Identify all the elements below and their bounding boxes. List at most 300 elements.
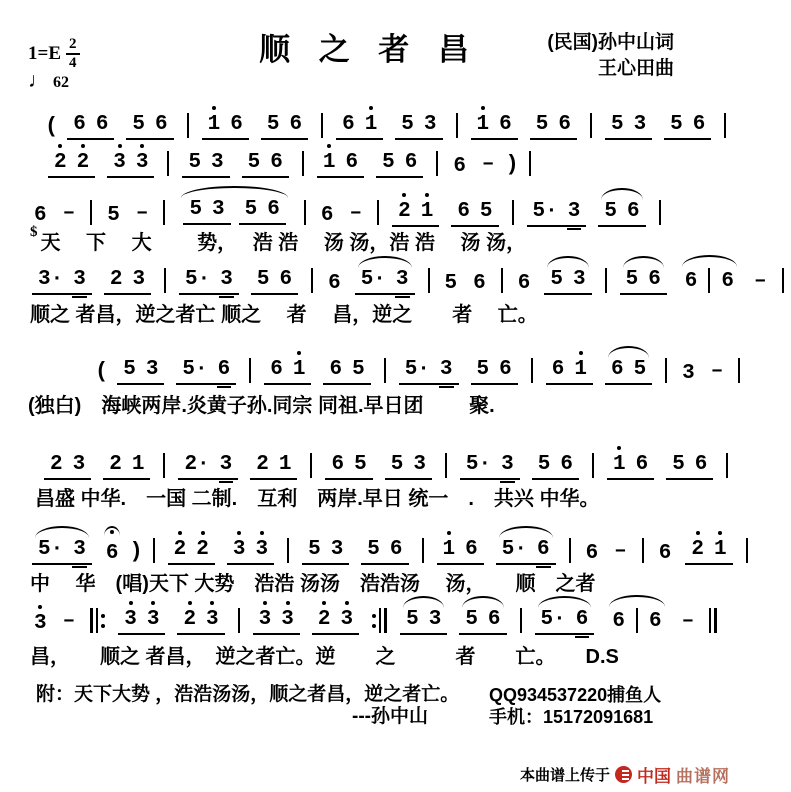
barline-stroke [714, 608, 717, 633]
beam-group [336, 114, 383, 140]
barline [436, 151, 438, 176]
lyric-line-5: 中 华 (唱)天下 大势 浩浩 汤汤 浩浩汤 汤， 顺 之者 [30, 573, 596, 595]
note: 3 [279, 609, 296, 631]
beam-group [606, 608, 667, 635]
repeat-dot [101, 614, 105, 618]
beam-group [178, 199, 290, 227]
barline-stroke [436, 151, 438, 176]
note: 6 [694, 453, 708, 476]
beam-group [527, 201, 587, 227]
barline-stroke [512, 200, 514, 225]
notation-line-7 [26, 529, 755, 565]
note: 6 [329, 358, 343, 381]
note: 3 [122, 609, 139, 631]
beam-group [460, 454, 520, 480]
slur-mark [608, 346, 649, 358]
note: 6 [558, 113, 571, 136]
note: 3 [204, 609, 221, 631]
barline [428, 268, 430, 293]
barline [456, 113, 458, 138]
beam-group [103, 454, 150, 480]
note: 6 [487, 608, 501, 631]
octave-dot-icon [345, 601, 349, 605]
note: 5· [540, 608, 566, 631]
note: 2 [194, 539, 211, 561]
beam-group [32, 269, 92, 295]
note: 3 [338, 609, 355, 631]
beam-group [323, 359, 370, 385]
fermata-icon [104, 526, 120, 536]
dash-mark: – [681, 610, 695, 633]
note: 5 [535, 113, 549, 136]
barline-stroke [287, 538, 289, 563]
barline-stroke [153, 538, 155, 563]
octave-dot-icon [81, 144, 85, 148]
beam-group [544, 269, 591, 295]
note: 5 [107, 204, 120, 227]
beam-group [376, 152, 423, 178]
note: 5 [670, 113, 683, 136]
note: 3 [111, 152, 128, 174]
note: 2· [184, 453, 210, 476]
slur-mark [181, 186, 287, 198]
notation-line-8 [26, 599, 724, 635]
note: 6 [230, 113, 243, 136]
note: 2 [109, 268, 123, 291]
tempo-value: 62 [53, 74, 69, 91]
note: 1 [611, 454, 628, 476]
site-logo-icon [615, 766, 632, 783]
barline-stroke [659, 200, 661, 225]
note: 6 [560, 453, 573, 476]
note: 6 [104, 543, 121, 565]
note: 3 [499, 454, 516, 476]
note: 5 [550, 268, 563, 291]
beam-group [664, 114, 711, 140]
beam-group [392, 201, 439, 227]
beam-group [598, 201, 645, 227]
note: 5 [367, 538, 380, 561]
barline [311, 268, 313, 293]
note: 5 [189, 198, 203, 221]
note: 5 [244, 198, 258, 221]
barline-stroke [238, 608, 240, 633]
site-brand [520, 762, 730, 787]
note: 5 [537, 453, 551, 476]
barline-stroke [163, 453, 165, 478]
barline [724, 113, 726, 138]
beam-group [168, 539, 215, 565]
time-signature-numerator: 2 [66, 36, 80, 55]
octave-dot-icon [237, 531, 241, 535]
dash-mark: – [62, 202, 76, 225]
note: 6 [610, 358, 624, 381]
beam-line [217, 386, 232, 388]
note: 5 [401, 113, 414, 136]
composer-credit: 王心田曲 [597, 57, 674, 79]
barline [738, 358, 740, 383]
beam-group [44, 454, 91, 480]
barline [569, 538, 571, 563]
octave-dot-icon [447, 531, 451, 535]
beam-group [400, 609, 447, 635]
barline [726, 453, 728, 478]
note: 3 [438, 359, 455, 381]
beam-group [546, 359, 593, 385]
note: 3 [257, 609, 274, 631]
barline-stroke [592, 453, 594, 478]
note: 5· [501, 538, 527, 561]
tempo-mark [28, 68, 69, 93]
note: 6 [658, 542, 672, 565]
barline-stroke [310, 453, 312, 478]
note: 3 [423, 113, 437, 136]
note: 3 [211, 151, 224, 174]
note: 5· [360, 268, 386, 291]
barline [187, 113, 189, 138]
octave-dot-icon [369, 106, 373, 110]
beam-group [535, 609, 595, 635]
note: 6 [626, 200, 640, 223]
lyric-line-4: 昌盛 中华. 一国 二制. 互利 两岸.早日 统一 . 共兴 中华。 [35, 488, 600, 510]
key-label: 1=E [28, 42, 61, 64]
beam-group [532, 454, 579, 480]
barline [642, 538, 644, 563]
note: 2 [75, 152, 92, 174]
score-text: ( [95, 359, 109, 384]
note: 1 [206, 114, 223, 136]
octave-dot-icon [58, 144, 62, 148]
lyric-text: 天 下 大 势， 浩 浩 汤 汤，浩 浩 汤 汤， [40, 232, 527, 254]
beam-group [117, 359, 164, 385]
page-title: 顺 之 者 昌 [259, 32, 479, 67]
note: 1 [278, 453, 292, 476]
note: 6 [95, 113, 109, 136]
barline [377, 200, 379, 225]
uploader-qq: QQ934537220捕鱼人 [489, 685, 662, 705]
beam-group [496, 539, 556, 565]
note: 5 [390, 453, 404, 476]
note: 2 [181, 609, 198, 631]
beam-line [567, 228, 582, 230]
octave-dot-icon [129, 601, 133, 605]
note: 6 [499, 358, 512, 381]
note: 5· [532, 200, 558, 223]
beam-group [471, 114, 518, 140]
beam-group [325, 454, 372, 480]
note: 5 [604, 200, 617, 223]
barline [512, 200, 514, 225]
beam-group [179, 269, 239, 295]
beam-group [250, 454, 297, 480]
note: 5 [266, 113, 280, 136]
beam-group [118, 609, 165, 635]
note: 5 [444, 272, 458, 295]
dash-mark: – [62, 610, 76, 633]
beam-group [385, 454, 432, 480]
credits-block [547, 30, 674, 81]
octave-dot-icon [425, 193, 429, 197]
note: 6 [635, 453, 649, 476]
note: 2 [396, 201, 413, 223]
barline [445, 453, 447, 478]
note: 1 [419, 201, 436, 223]
note: 6 [34, 204, 47, 227]
note: 6 [684, 270, 698, 293]
note: 3 [330, 538, 344, 561]
note: 3 [132, 268, 146, 291]
octave-dot-icon [402, 193, 406, 197]
note: 1 [131, 453, 145, 476]
notation-line-1 [42, 104, 733, 140]
quarter-note-icon: ♩ [28, 68, 49, 92]
note: 3 [413, 453, 426, 476]
octave-dot-icon [140, 144, 144, 148]
octave-dot-icon [178, 531, 182, 535]
note: 5 [354, 453, 367, 476]
note: 6 [342, 113, 355, 136]
note: 6 [648, 268, 661, 291]
note: 3 [72, 453, 86, 476]
barline [304, 200, 306, 225]
upload-note: 本曲谱上传于 [519, 767, 610, 784]
note: 6 [648, 610, 662, 633]
beam-group [471, 359, 518, 385]
barline [310, 453, 312, 478]
barline-stroke [163, 200, 165, 225]
barline-stroke [304, 200, 306, 225]
beam-group [605, 359, 652, 385]
barline [592, 453, 594, 478]
beam-group [620, 269, 667, 295]
barline-stroke [636, 608, 638, 633]
barline-stroke [90, 608, 93, 633]
score-text: ) [505, 152, 519, 177]
barline [167, 151, 169, 176]
dash-mark: – [349, 202, 363, 225]
barline-stroke [738, 358, 740, 383]
note: 3 [71, 539, 88, 561]
note: 6 [612, 610, 625, 633]
note: 6 [270, 151, 283, 174]
octave-dot-icon [297, 351, 301, 355]
barline-stroke [605, 268, 607, 293]
note: 3 [218, 454, 235, 476]
beam-group [126, 114, 173, 140]
barline-stroke [96, 608, 98, 633]
beam-group [605, 114, 652, 140]
barline-stroke [249, 358, 251, 383]
note: 3 [134, 152, 151, 174]
note: 6 [289, 113, 303, 136]
repeat-dot [372, 614, 376, 618]
note: 5 [247, 151, 261, 174]
barline-stroke [384, 358, 386, 383]
octave-dot-icon [201, 531, 205, 535]
note: 1 [291, 359, 308, 381]
barline [249, 358, 251, 383]
note: 3 [145, 609, 162, 631]
beam-group [48, 152, 95, 178]
note: 3 [71, 269, 88, 291]
slur-mark [682, 255, 737, 267]
note: 1 [363, 114, 380, 136]
barline [746, 538, 748, 563]
note: 3· [38, 268, 64, 291]
barline-stroke [187, 113, 189, 138]
note: 6 [535, 539, 552, 561]
octave-dot-icon [210, 601, 214, 605]
repeat-dots [101, 608, 105, 633]
beam-group [261, 114, 308, 140]
barline-stroke [520, 608, 522, 633]
time-signature-denominator: 4 [69, 54, 77, 71]
barline [590, 113, 592, 138]
note: 6 [585, 542, 599, 565]
octave-dot-icon [263, 601, 267, 605]
beam-group [361, 539, 408, 565]
slur-mark [609, 595, 664, 607]
note: 2 [172, 539, 189, 561]
beam-group [178, 454, 238, 480]
note: 5 [476, 358, 490, 381]
score-text: ( [45, 114, 59, 139]
barline [605, 268, 607, 293]
note: 5 [465, 608, 478, 631]
slur-mark [547, 256, 588, 268]
note: 1 [441, 539, 458, 561]
note: 1 [572, 359, 589, 381]
barline [302, 151, 304, 176]
barline [164, 268, 166, 293]
beam-group [177, 609, 224, 635]
note: 5· [465, 453, 492, 476]
barline-stroke [531, 358, 533, 383]
notation-line-2 [42, 142, 538, 178]
beam-group [104, 269, 151, 295]
note: 3 [32, 613, 49, 635]
footer-signature: ---孙中山 [352, 706, 428, 727]
note: 6 [216, 359, 233, 381]
beam-group [107, 152, 154, 178]
barline [422, 538, 424, 563]
repeat-dot [372, 624, 376, 628]
beam-group [227, 539, 274, 565]
note: 6 [499, 113, 512, 136]
barline-stroke [569, 538, 571, 563]
note: 6 [270, 358, 283, 381]
barline [636, 608, 638, 633]
barline [782, 268, 784, 293]
note: 3 [253, 539, 270, 561]
barline [659, 200, 661, 225]
lyric-line-1 [30, 226, 526, 255]
note: 2 [109, 453, 122, 476]
dash-mark: – [135, 202, 149, 225]
slur-mark [462, 596, 503, 608]
note: 5 [188, 151, 202, 174]
beam-group [253, 609, 300, 635]
barline-stroke [746, 538, 748, 563]
note: 2 [52, 152, 69, 174]
site-name-primary: 中国 [637, 767, 671, 786]
beam-group [666, 454, 713, 480]
octave-dot-icon [696, 531, 700, 535]
barline-stroke [384, 608, 387, 633]
barline-stroke [90, 200, 92, 225]
note: 6 [721, 270, 735, 293]
note: 3 [682, 362, 695, 385]
beam-group [679, 268, 740, 295]
note: 3 [218, 269, 235, 291]
note: 3 [145, 358, 159, 381]
note: 6 [331, 453, 345, 476]
barline-stroke [422, 538, 424, 563]
note: 6 [465, 538, 478, 561]
dash-mark: – [754, 270, 767, 293]
notation-line-6 [38, 444, 735, 480]
repeat-dot [101, 624, 105, 628]
barline [372, 608, 387, 633]
slur-mark [35, 526, 89, 538]
beam-group [67, 114, 114, 140]
beam-group [182, 152, 229, 178]
barline-stroke [501, 268, 503, 293]
barline-stroke [456, 113, 458, 138]
notation-line-4 [26, 259, 791, 295]
note: 6 [73, 113, 86, 136]
note: 5 [479, 200, 493, 223]
barline-stroke [782, 268, 784, 293]
note: 5· [185, 268, 211, 291]
note: 3 [231, 539, 248, 561]
note: 1 [475, 114, 492, 136]
note: 5 [352, 358, 365, 381]
barline [531, 358, 533, 383]
barline [520, 608, 522, 633]
barline-stroke [665, 358, 667, 383]
repeat-dots [372, 608, 376, 633]
note: 3 [572, 268, 586, 291]
beam-group [202, 114, 249, 140]
note: 3 [633, 113, 647, 136]
barline [238, 608, 240, 633]
beam-group [312, 609, 359, 635]
lyric-line-6: 昌， 顺之 者昌， 逆之者亡。逆 之 者 亡。 D.S [30, 646, 619, 668]
barline-stroke [379, 608, 381, 633]
beam-group [32, 539, 92, 565]
note: 6 [551, 358, 565, 381]
barline [287, 538, 289, 563]
beam-group [264, 359, 311, 385]
octave-dot-icon [617, 446, 621, 450]
beam-line [439, 386, 454, 388]
note: 5· [182, 358, 208, 381]
note: 5 [672, 453, 685, 476]
barline [709, 608, 717, 633]
note: 5 [308, 538, 321, 561]
notation-line-5 [92, 349, 747, 385]
octave-dot-icon [260, 531, 264, 535]
beam-line [575, 636, 590, 638]
note: 6 [453, 155, 466, 178]
note: 2 [256, 453, 269, 476]
beam-group [176, 359, 236, 385]
beam-group [437, 539, 484, 565]
note: 5 [406, 608, 419, 631]
note: 3 [212, 198, 225, 221]
note: 2 [50, 453, 63, 476]
